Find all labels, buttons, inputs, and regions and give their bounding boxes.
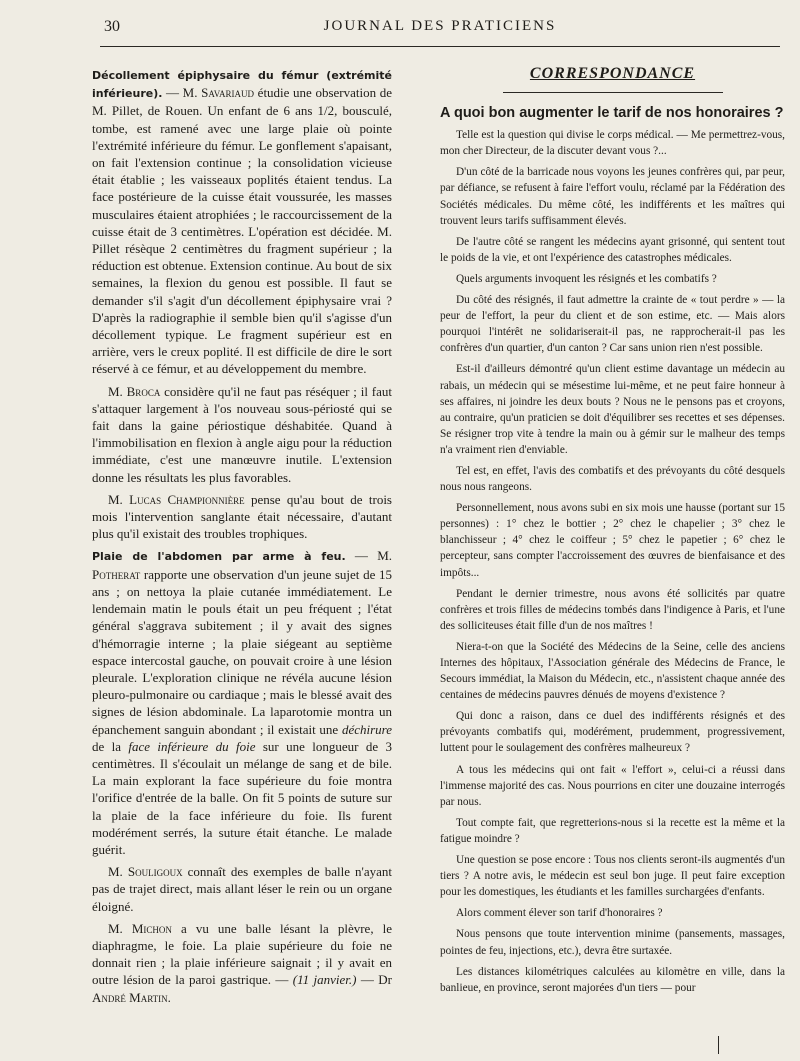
paragraph: Quels arguments invoquent les résignés et les combatifs ? — [456, 272, 717, 285]
page-number: 30 — [104, 18, 120, 35]
paragraph: Du côté des résignés, il faut admettre la crainte de « tout perdre » — la peur de l'effort, la peur du client et de son estime, etc. — Mais alors pourquoi l'intérêt ne solidariserait-il pas, ne rapprocherait-il pas les confrères d'un quartier, d'un canton ? Car sans union rien n'est possible. — [440, 294, 785, 355]
paragraph: Alors comment élever son tarif d'honoraires ? — [456, 907, 663, 920]
session-date: (11 janvier.) — [292, 972, 357, 988]
paragraph-michon: M. Michon a vu une balle lésant la plèvre, le diaphragme, le foie. La plaie supérieure du foie ne donnait rien ; la plaie inférieure saignait ; il y avait en outre lésion de la paroi gastrique. — (11 janvier.) — Dr André Martin. — [92, 920, 393, 1005]
paragraph: Niera-t-on que la Société des Médecins de la Seine, celle des anciens Internes des hôpitaux, l'Association générale des Médecins de France, le Secours immédiat, la Maison du Médecin, etc., n'assistent chaque année des centaines de médecins pauvres dénués de moyens d'existence ? — [440, 640, 785, 702]
right-column — [440, 66, 785, 1001]
paragraph: D'un côté de la barricade nous voyons les jeunes confrères qui, par peur, par défiance, se refusent à faire l'effort voulu, réclamé par la Fédération des Sociétés médicales. Du même côté, les indifférents et les maîtres qui trouvent leurs tarifs suffisamment élevés. — [440, 166, 785, 227]
section-title: CORRESPONDANCE — [529, 65, 696, 82]
paragraph-femur: Décollement épiphysaire du fémur (extrémité inférieure). — M. Savariaud étudie une observation de M. Pillet, de Rouen. Un enfant de 6 ans 1/2, bousculé, tombe, est ramené avec une large plaie où pointe l'extrémité inférieure du fémur. Le gonflement s'apaisant, on fait l'extension continue ; la consolidation vicieuse était établie ; les vaisseaux poplités étaient tendus. La face postérieure de la cuisse était voussurée, les masses musculaires étaient atrophiées ; le raccourcissement de la cuisse était de 3 centimètres. L'opération est décidée. M. Pillet résèque 2 centimètres du fragment supérieur ; la réduction est obtenue. Extension continue. Au bout de six semaines, la flexion du genou est possible. Il faut se demander s'il s'agit d'un décollement épiphysaire vrai ? D'après la radiographie il semble bien qu'il s'agisse d'un décollement typique. Le fragment supérieur est en arrière, vers le creux poplité. Il est difficile de dire le sort réservé à ce fémur, et au développement du membre. — [92, 69, 392, 377]
paragraph: Une question se pose encore : Tous nos clients seront-ils augmentés d'un tiers ? A notre avis, le médecin est seul bon juge. Il peut faire exception pour les domestiques, les étudiants et les familles surchargées d'enfants. — [440, 854, 785, 899]
paragraph-souligoux: M. Souligoux connaît des exemples de balle n'ayant pas de trajet direct, mais allant léser le rein ou un organe éloigné. — [92, 864, 392, 914]
paragraph: Les distances kilométriques calculées au kilomètre en ville, dans la banlieue, en province, seront majorées d'un tiers — pour — [440, 965, 785, 994]
author-name: Lucas Championnière — [129, 491, 245, 507]
paragraph: Est-il d'ailleurs démontré qu'un client estime davantage un médecin au rabais, un médecin qui se mésestime lui-même, et ne peut faire honneur à ses affaires, ni joindre les deux bouts ? Nous ne le pensons pas et croyons, au contraire, qu'un praticien se doit d'équilibrer ses recettes et ses dépenses. Se résigner trop vite à tendre la main ou à gémir sur le malheur des temps n'a vraiment rien d'enviable. — [440, 363, 785, 456]
paragraph: Qui donc a raison, dans ce duel des indifférents résignés et des prévoyants combatifs qui, modérément, prudemment, progressivement, luttent pour le soulagement des confrères malheureux ? — [440, 710, 785, 755]
paragraph: Personnellement, nous avons subi en six mois une hausse (portant sur 15 personnes) : 1° chez le bottier ; 2° chez le chapelier ; 3° chez le blanchisseur ; 4° chez le coiffeur ; 5° chez le papetier ; 6° chez le percepteur, sans compter l'accroissement des œuvres de bienfaisance et des impôts... — [440, 502, 785, 579]
paragraph: Tel est, en effet, l'avis des combatifs et des prévoyants du côté desquels nous nous rangeons. — [440, 464, 785, 494]
author-name: Souligoux — [127, 864, 183, 880]
paragraph: Tout compte fait, que regretterions-nous si la recette est la même et la fatigue moindre ? — [440, 816, 785, 845]
paragraph: A tous les médecins qui ont fait « l'effort », celui-ci a réussi dans l'immense majorité des cas. Nous pourrions en citer une douzaine interrogés par nous. — [440, 763, 785, 808]
page-header — [100, 16, 780, 47]
section-divider — [503, 92, 723, 93]
paragraph: De l'autre côté se rangent les médecins ayant grisonné, qui sentent tout le poids de la vie, et ont l'expérience des catastrophes médicales. — [440, 235, 785, 264]
paragraph: Pendant le dernier trimestre, nous avons été sollicités par quatre confrères et trois filles de médecins tombés dans l'indigence à Paris, et l'une des solliciteuses était fille d'un de nos maîtres ! — [440, 587, 785, 632]
left-column — [92, 66, 392, 1011]
paragraph-broca: M. Broca considère qu'il ne faut pas réséquer ; il faut s'attaquer largement à l'os nouveau sous-périosté qui se fait dans la gaine périostique déshabitée. Quand à l'immobilisation en flexion à angle aigu pour la réduction immédiate, c'est une manœuvre inutile. L'extension donne les résultats les plus favorables. — [92, 383, 392, 485]
journal-title: JOURNAL DES PRATICIENS — [323, 18, 557, 34]
author-name: Michon — [131, 920, 172, 936]
paragraph: Nous pensons que toute intervention minime (pansements, massages, pointes de feu, injections, etc.), devra être surtaxée. — [440, 928, 785, 957]
subsection-heading-femur: Décollement épiphysaire du fémur (extrémité inférieure). — [92, 69, 392, 101]
author-name: Savariaud — [201, 85, 255, 101]
signature: André Martin. — [92, 989, 171, 1005]
author-name: Broca — [126, 383, 161, 399]
margin-mark — [718, 1036, 719, 1054]
article-title: A quoi bon augmenter le tarif de nos honoraires ? — [440, 105, 784, 122]
author-name: Potherat — [92, 566, 141, 582]
paragraph-championniere: M. Lucas Championnière pense qu'au bout de trois mois l'intervention sanglante était nécessaire, d'autant plus qu'il existait des troubles trophiques. — [92, 491, 392, 542]
subsection-heading-abdomen: Plaie de l'abdomen par arme à feu. — [92, 550, 346, 564]
paragraph: Telle est la question qui divise le corps médical. — Me permettrez-vous, mon cher Directeur, de la discuter devant vous ?... — [440, 129, 785, 158]
paragraph-abdomen: Plaie de l'abdomen par arme à feu. — M. Potherat rapporte une observation d'un jeune sujet de 15 ans ; on nettoya la plaie cutanée immédiatement. Le lendemain matin le pouls était un peu fréquent ; l'état général s'aggrava subitement ; il y avait des signes d'hémorragie interne ; la plaie siégeant au septième espace intercostal gauche, on pouvait croire à une lésion pleurale. L'exploration clinique ne révéla aucune lésion pleuro-pulmonaire ou cardiaque ; mais le blessé avait des signes de lésion abdominale. La laparotomie montra un épanchement sanguin abondant ; il existait une déchirure de la face inférieure du foie sur une longueur de 3 centimètres. Il s'écoulait un mélange de sang et de bile. La main explorant la face supérieure du foie montra l'orifice d'entrée de la balle. On fit 5 points de suture sur la plaie de la face inférieure du foie. Ils furent modérément serrés, la suture était étanche. Le malade guérit. — [92, 548, 393, 857]
